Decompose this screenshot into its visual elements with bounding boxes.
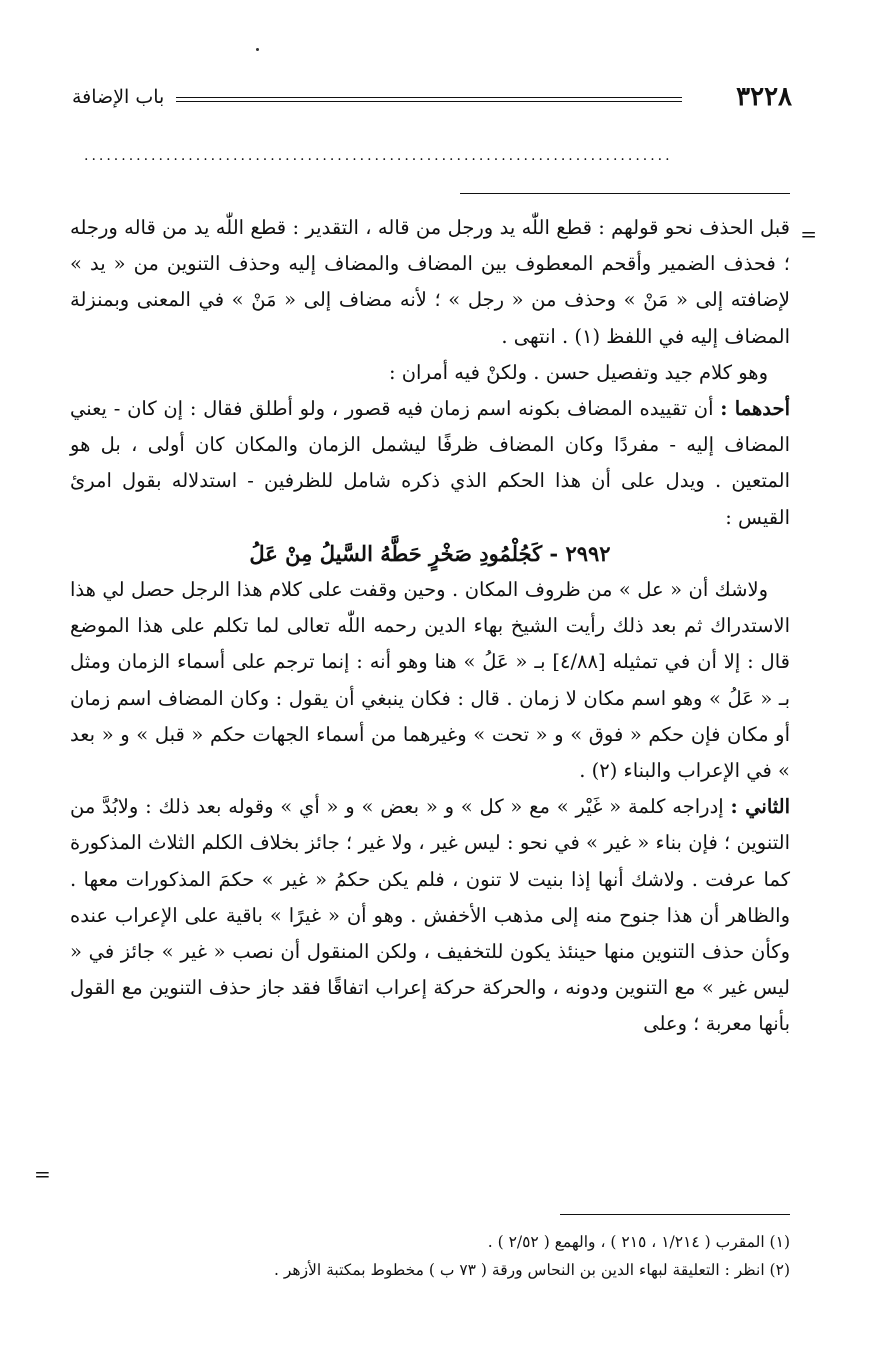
paragraph-discussion: ولاشك أن « عل » من ظروف المكان . وحين وقفت على كلام هذا الرجل حصل لي هذا الاستدراك ثم بعد ذلك رأيت الشيخ بهاء الدين رحمه اللّٰه تعالى لما تكلم على هذا الموضع قال : إلا أن في تمثيله [٤/٨٨] بـ « عَلُ » هنا وهو أنه : إنما ترجم على أسماء الزمان ومثل بـ « عَلُ » وهو اسم مكان لا زمان . قال : فكان ينبغي أن يقول : وكان المضاف اسم زمان أو مكان فإن حكم « فوق » و « تحت » وغيرهما من أسماء الجهات حكم « قبل » و « بعد » في الإعراب والبناء (٢) . [70, 578, 790, 783]
paragraph-second-text: إدراجه كلمة « غَيْر » مع « كل » و « بعض » و « أي » وقوله بعد ذلك : ولابُدَّ من التنوين ؛ فإن بناء « غير » في نحو : ليس غير ، ولا غير ؛ جائز بخلاف الكلم الثلاث المذكورة كما عرفت . ولاشك أنها إذا بنيت لا تنون ، فلم يكن حكمُ « غير » حكمَ المذكورات معها . والظاهر أن هذا جنوح منه إلى مذهب الأخفش . وهو أن « غيرًا » باقية على الإعراب عنده وكأن حذف التنوين منها حينئذ يكون للتخفيف ، ولكن المنقول أن نصب « غير » جائز في « ليس غير » مع التنوين ودونه ، والحركة حركة إعراب اتفاقًا فقد جاز حذف التنوين مع القول بأنها معربة ؛ وعلى [70, 795, 790, 1036]
label-second: الثاني : [730, 795, 791, 819]
paragraph-first-point [70, 391, 790, 536]
main-text [70, 210, 790, 1043]
paragraph-continuation: قبل الحذف نحو قولهم : قطع اللّٰه يد ورجل من قاله ، التقدير : قطع اللّٰه يد من قاله ورجله ؛ فحذف الضمير وأقحم المعطوف بين المضاف والمضاف إليه وحذف التنوين من « يد » لإضافته إلى « مَنْ » وحذف من « رجل » ؛ لأنه مضاف إلى « مَنْ » في المعنى وبمنزلة المضاف إليه في اللفظ (١) . انتهى . [70, 216, 790, 348]
dotted-separator: ............................................................................... [84, 148, 673, 164]
continuation-mark-start: = [800, 222, 817, 246]
footnotes [70, 1228, 790, 1284]
footnote-2: (٢) انظر : التعليقة لبهاء الدين بن النحاس ورقة ( ٧٣ ب ) مخطوط بمكتبة الأزهر . [273, 1261, 790, 1279]
footnote-1: (١) المقرب ( ١/٢١٤ ، ٢١٥ ) ، والهمع ( ٢/٥٢ ) . [487, 1233, 790, 1251]
header-double-rule [176, 97, 682, 102]
continuation-mark-end: = [34, 1162, 51, 1186]
paragraph-first-text: أن تقييده المضاف بكونه اسم زمان فيه قصور ، ولو أطلق فقال : إن كان - يعني المضاف إليه - مفردًا وكان المضاف ظرفًا ليشمل الزمان والمكان كان أولى ، بل هو المتعين . ويدل على أن هذا الحكم الذي ذكره شامل للظرفين - استدلاله بقول امرئ القيس : [70, 397, 790, 529]
page-header [72, 84, 792, 114]
chapter-title: باب الإضافة [72, 86, 165, 108]
paragraph-second-point [70, 789, 790, 1042]
label-first: أحدهما : [720, 397, 790, 421]
verse-2992: ٢٩٩٢ - كَجُلْمُودِ صَخْرٍ حَطَّهُ السَّيلُ مِنْ عَلُ [249, 540, 611, 566]
paragraph-assessment: وهو كلام جيد وتفصيل حسن . ولكنْ فيه أمران : [388, 360, 768, 384]
footnote-rule [560, 1214, 790, 1215]
ink-speck [256, 48, 259, 51]
page-number: ٣٢٢٨ [736, 82, 792, 112]
section-rule [460, 193, 790, 194]
